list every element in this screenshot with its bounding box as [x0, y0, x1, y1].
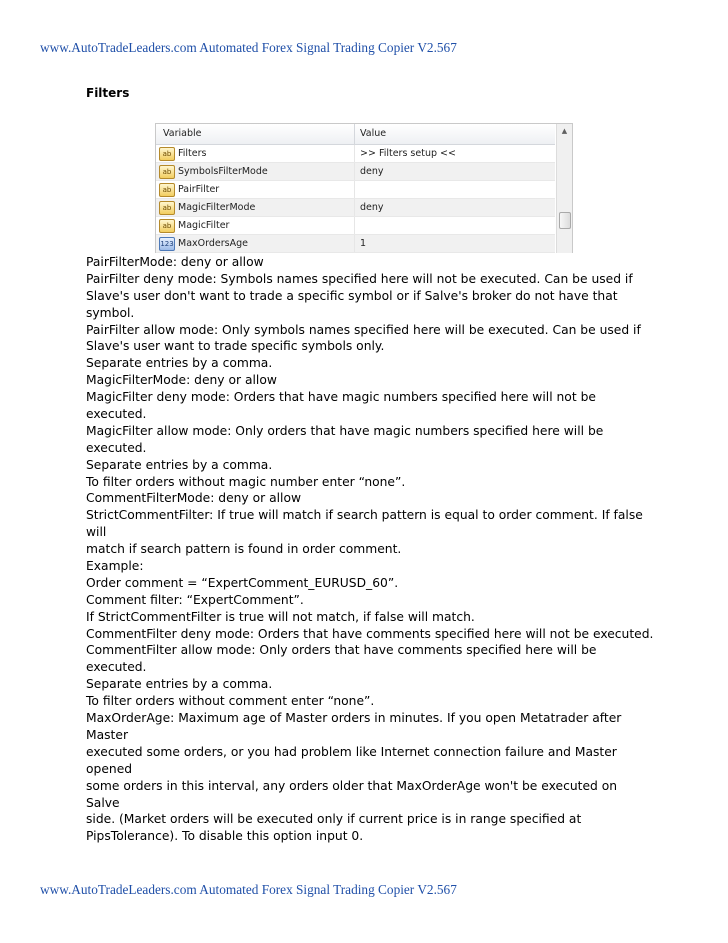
grid-row[interactable]	[156, 217, 555, 235]
text-line: Separate entries by a comma.	[86, 356, 273, 371]
text-line: will	[86, 525, 107, 540]
text-line: PairFilterMode: deny or allow	[86, 255, 264, 269]
text-line: To filter orders without comment enter “none”.	[86, 694, 375, 709]
text-line: Example:	[86, 559, 144, 574]
text-line: PairFilter deny mode: Symbols names specified here will not be executed. Can be used if	[86, 271, 633, 286]
string-type-icon: ab	[159, 201, 175, 215]
cell-divider	[354, 145, 355, 162]
text-line: If StrictCommentFilter is true will not match, if false will match.	[86, 609, 475, 624]
text-line: Slave's user don't want to trade a specific symbol or if Salve's broker do not have that	[86, 288, 618, 303]
column-divider[interactable]	[354, 124, 355, 144]
text-line: CommentFilterMode: deny or allow	[86, 491, 302, 506]
text-line: Salve	[86, 795, 120, 810]
variable-name: PairFilter	[178, 184, 220, 195]
cell-divider	[354, 163, 355, 180]
grid-row[interactable]	[156, 235, 555, 253]
text-line: Separate entries by a comma.	[86, 677, 273, 692]
settings-grid	[155, 123, 573, 253]
text-line: side. (Market orders will be executed only if current price is in range specified at	[86, 812, 582, 827]
text-line: some orders in this interval, any orders older that MaxOrderAge won't be executed on	[86, 778, 618, 793]
text-line: PipsTolerance). To disable this option input 0.	[86, 829, 364, 844]
text-line: MagicFilter allow mode: Only orders that have magic numbers specified here will be	[86, 423, 604, 438]
number-type-icon: 123	[159, 237, 175, 251]
text-line: MaxOrderAge: Maximum age of Master orders in minutes. If you open Metatrader after	[86, 711, 622, 726]
text-line: Separate entries by a comma.	[86, 457, 273, 472]
variable-name: MaxOrdersAge	[178, 238, 248, 249]
text-line: StrictCommentFilter: If true will match if search pattern is equal to order comment. If false	[86, 508, 643, 523]
string-type-icon: ab	[159, 165, 175, 179]
text-line: Comment filter: “ExpertComment”.	[86, 592, 304, 607]
scroll-thumb[interactable]	[559, 212, 571, 229]
vertical-scrollbar[interactable]	[556, 124, 572, 253]
grid-header	[156, 124, 555, 145]
cell-divider	[354, 181, 355, 198]
text-line: CommentFilter deny mode: Orders that have comments specified here will not be executed.	[86, 626, 654, 641]
grid-row[interactable]	[156, 199, 555, 217]
section-title: Filters	[86, 86, 130, 100]
column-header-value[interactable]: Value	[360, 128, 387, 139]
variable-name: Filters	[178, 148, 207, 159]
text-line: match if search pattern is found in order comment.	[86, 542, 402, 557]
body-text	[86, 254, 656, 845]
text-line: PairFilter allow mode: Only symbols names specified here will be executed. Can be used if	[86, 322, 641, 337]
text-line: executed.	[86, 660, 147, 675]
grid-row[interactable]	[156, 145, 555, 163]
text-line: executed.	[86, 407, 147, 422]
variable-value[interactable]: deny	[360, 166, 384, 177]
text-line: Master	[86, 727, 128, 742]
string-type-icon: ab	[159, 219, 175, 233]
grid-row[interactable]	[156, 181, 555, 199]
grid-row[interactable]	[156, 163, 555, 181]
column-header-variable[interactable]: Variable	[163, 128, 202, 139]
string-type-icon: ab	[159, 183, 175, 197]
variable-name: MagicFilter	[178, 220, 230, 231]
variable-value[interactable]: deny	[360, 202, 384, 213]
text-line: Order comment = “ExpertComment_EURUSD_60”.	[86, 575, 399, 590]
text-line: Slave's user want to trade specific symbols only.	[86, 339, 385, 354]
page-header: www.AutoTradeLeaders.com Automated Forex Signal Trading Copier V2.567	[40, 40, 457, 55]
variable-name: MagicFilterMode	[178, 202, 256, 213]
text-line: executed.	[86, 440, 147, 455]
page-footer: www.AutoTradeLeaders.com Automated Forex Signal Trading Copier V2.567	[40, 882, 457, 897]
text-line: To filter orders without magic number enter “none”.	[86, 474, 406, 489]
text-line: MagicFilterMode: deny or allow	[86, 373, 277, 388]
text-line: CommentFilter allow mode: Only orders that have comments specified here will be	[86, 643, 597, 658]
cell-divider	[354, 217, 355, 234]
variable-value[interactable]: 1	[360, 238, 367, 249]
variable-value[interactable]: >> Filters setup <<	[360, 148, 456, 159]
text-line: symbol.	[86, 305, 135, 320]
scroll-up-arrow-icon[interactable]: ▲	[561, 127, 568, 135]
string-type-icon: ab	[159, 147, 175, 161]
text-line: MagicFilter deny mode: Orders that have magic numbers specified here will not be	[86, 390, 596, 405]
cell-divider	[354, 235, 355, 252]
variable-name: SymbolsFilterMode	[178, 166, 268, 177]
text-line: executed some orders, or you had problem like Internet connection failure and Master	[86, 744, 617, 759]
cell-divider	[354, 199, 355, 216]
text-line: opened	[86, 761, 133, 776]
